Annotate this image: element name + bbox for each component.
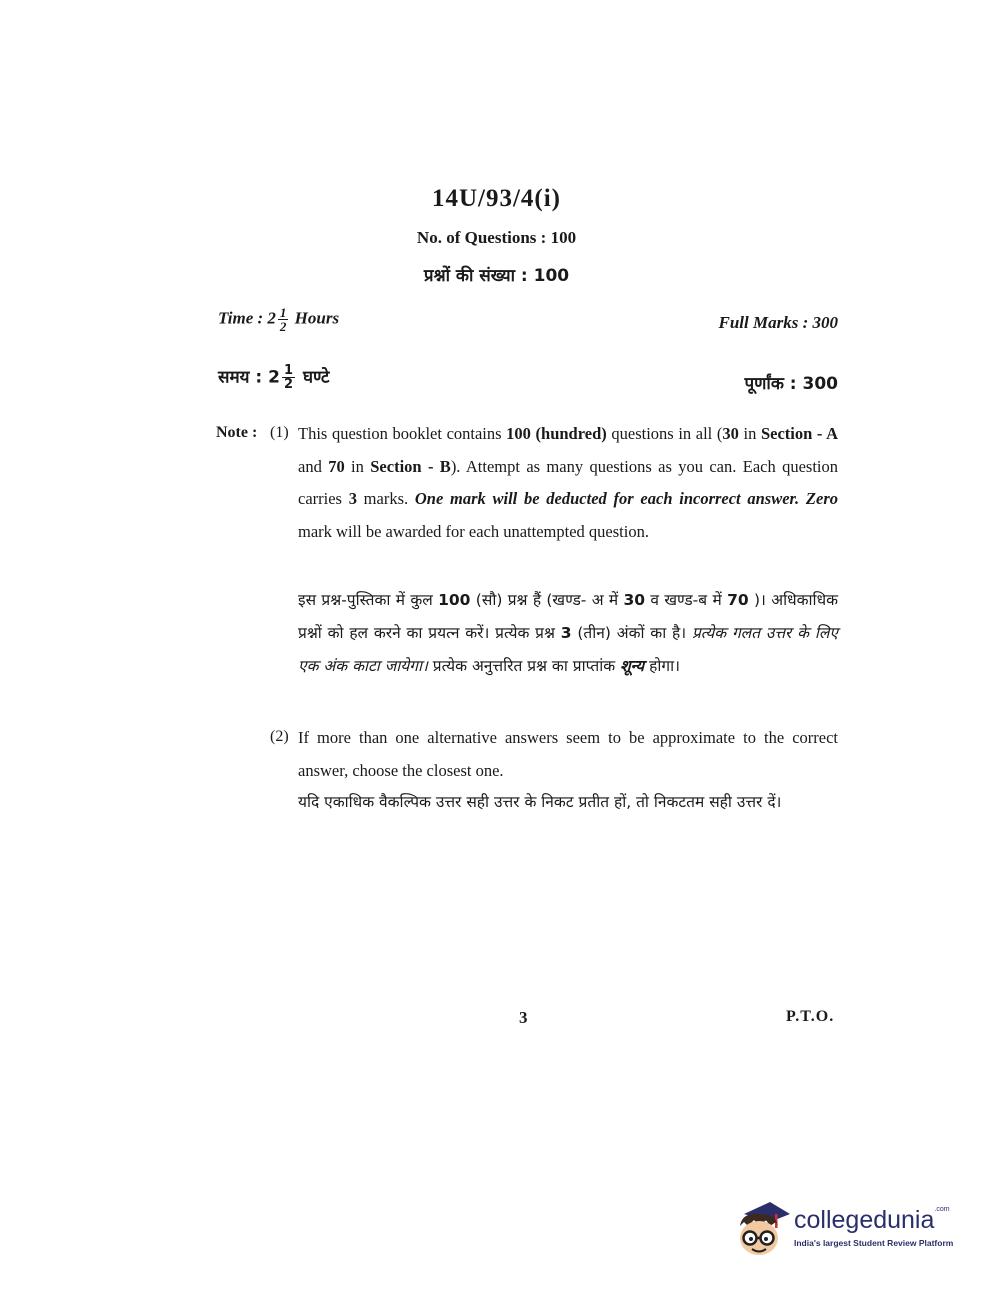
logo-domain: .com bbox=[934, 1206, 950, 1213]
note-1-english: This question booklet contains 100 (hundred) questions in all (30 in Section - A and 70 in Section - B). Attempt as many questions as you can. Each question carries 3 marks. One mark will be deducted for each incorrect answer. Zero mark will be awarded for each unattempted question. bbox=[298, 424, 838, 541]
pto-label: P.T.O. bbox=[786, 1008, 835, 1025]
time-fraction-en: $\frac{1}{2}$ bbox=[279, 305, 287, 334]
collegedunia-logo bbox=[730, 1192, 970, 1264]
time-hi-label: समय : 2 bbox=[218, 367, 280, 388]
full-marks-hi: पूर्णांक : 300 bbox=[744, 374, 838, 394]
note-2-english: If more than one alternative answers seem to be approximate to the correct answer, choose the closest one. bbox=[298, 728, 838, 780]
note-2-number: (2) bbox=[270, 728, 289, 745]
mascot-icon bbox=[730, 1192, 792, 1264]
time-hi bbox=[218, 364, 329, 391]
time-fraction-hi: $\frac{1}{2}$ bbox=[283, 363, 294, 392]
logo-name: collegedunia bbox=[794, 1206, 935, 1234]
logo-tagline: India's largest Student Review Platform bbox=[794, 1238, 954, 1248]
questions-count-en: No. of Questions : 100 bbox=[416, 228, 577, 247]
time-en-unit: Hours bbox=[294, 308, 340, 328]
paper-code: 14U/93/4(i) bbox=[431, 185, 562, 212]
note-2-hindi: यदि एकाधिक वैकल्पिक उत्तर सही उत्तर के निकट प्रतीत हों, तो निकटतम सही उत्तर दें। bbox=[298, 793, 782, 811]
page-number: 3 bbox=[519, 1008, 528, 1027]
full-marks-en: Full Marks : 300 bbox=[718, 313, 838, 332]
time-en bbox=[218, 306, 339, 333]
time-hi-unit: घण्टे bbox=[302, 367, 330, 388]
note-1-hindi: इस प्रश्न-पुस्तिका में कुल 100 (सौ) प्रश्न हैं (खण्ड- अ में 30 व खण्ड-ब में 70 )। अधिकाधिक प्रश्नों को हल करने का प्रयत्न करें। प्रत्येक प्रश्न 3 (तीन) अंकों का है। प्रत्येक गलत उत्तर के लिए एक अंक काटा जायेगा। प्रत्येक अनुत्तरित प्रश्न का प्राप्तांक शून्य होगा। bbox=[298, 591, 839, 675]
questions-count-hi: प्रश्नों की संख्या : 100 bbox=[423, 266, 570, 286]
note-1-number: (1) bbox=[270, 424, 289, 441]
note-label: Note : bbox=[216, 424, 258, 441]
time-en-label: Time : 2 bbox=[218, 308, 276, 328]
